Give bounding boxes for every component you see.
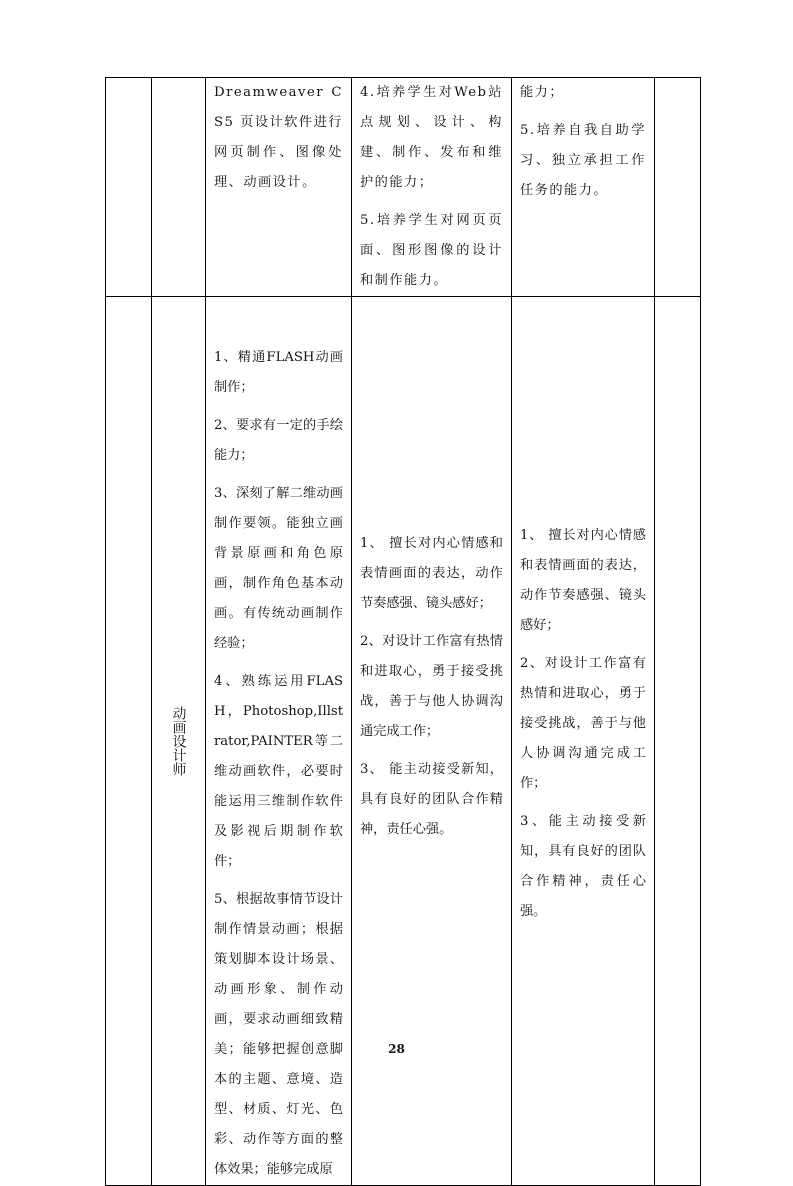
table-cell-empty: [655, 78, 701, 297]
page-number: 28: [388, 1042, 405, 1056]
requirement-item: 4、熟练运用FLASH，Photoshop,Illstrator,PAINTER等二维动画软件，必要时能运用三维制作软件及影视后期制作软件；: [214, 674, 343, 869]
table-cell-empty: [152, 78, 206, 297]
ability-item: 5.培养学生对网页页面、图形图像的设计和制作能力。: [360, 213, 503, 288]
ability-item: 4.培养学生对Web站点规划、设计、构建、制作、发布和维护的能力；: [360, 85, 503, 190]
requirements-cell: [206, 78, 352, 297]
ability-item: 5.培养自我自助学习、独立承担工作任务的能力。: [520, 123, 646, 198]
curriculum-table: [105, 77, 701, 1186]
requirement-item: 2、要求有一定的手绘能力；: [214, 418, 343, 463]
table-cell-empty: [106, 78, 152, 297]
quality-item: 1、 擅长对内心情感和表情画面的表达，动作节奏感强、镜头感好；: [520, 528, 646, 633]
quality-item: 1、 擅长对内心情感和表情画面的表达，动作节奏感强、镜头感好；: [360, 536, 503, 611]
requirement-item: 1、精通FLASH动画制作；: [214, 350, 343, 395]
requirement-item: 3、深刻了解二维动画制作要领。能独立画背景原画和角色原画，制作角色基本动画。有传统动画制作经验；: [214, 486, 343, 651]
quality-item: 3、 能主动接受新知，具有良好的团队合作精神，责任心强。: [360, 762, 503, 837]
quality-item: 2、对设计工作富有热情和进取心，勇于接受挑战，善于与他人协调沟通完成工作；: [360, 634, 503, 739]
role-title: 动画设计师: [170, 706, 187, 776]
abilities-cell: [512, 78, 655, 297]
table-row: [106, 78, 701, 297]
abilities-cell: [352, 78, 512, 297]
quality-item: 2、对设计工作富有热情和进取心，勇于接受挑战，善于与他人协调沟通完成工作；: [520, 656, 646, 791]
requirement-text: Dreamweaver CS5 页设计软件进行网页制作、图像处理、动画设计。: [214, 85, 343, 190]
requirement-item: 5、根据故事情节设计制作情景动画；根据策划脚本设计场景、动画形象、制作动画，要求动画细致精美；能够把握创意脚本的主题、意境、造型、材质、灯光、色彩、动作等方面的整体效果；能够完成原: [214, 892, 343, 1177]
ability-item: 能力；: [520, 85, 565, 100]
quality-item: 3、能主动接受新知，具有良好的团队合作精神，责任心强。: [520, 814, 646, 919]
